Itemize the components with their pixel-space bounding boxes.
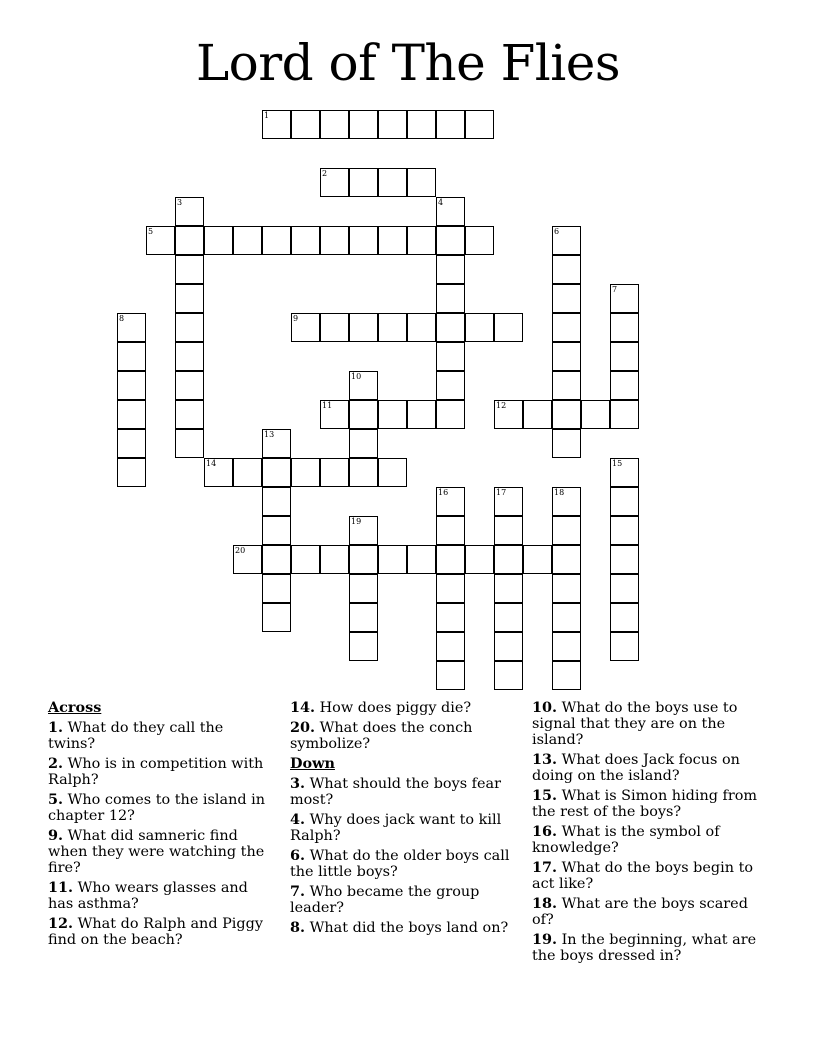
- grid-cell[interactable]: [494, 574, 523, 603]
- cell-number: 8: [119, 314, 125, 323]
- grid-cell[interactable]: [233, 226, 262, 255]
- grid-cell[interactable]: [349, 603, 378, 632]
- cell-number: 20: [235, 546, 246, 555]
- grid-cell[interactable]: [610, 632, 639, 661]
- grid-cell[interactable]: [436, 255, 465, 284]
- grid-cell[interactable]: [494, 545, 523, 574]
- clue-across-5: 5. Who comes to the island in chapter 12?: [48, 791, 266, 824]
- cell-number: 5: [148, 227, 154, 236]
- grid-cell[interactable]: [610, 574, 639, 603]
- grid-cell[interactable]: [610, 487, 639, 516]
- grid-cell[interactable]: [175, 371, 204, 400]
- cell-number: 11: [322, 401, 333, 410]
- grid-cell[interactable]: [552, 516, 581, 545]
- grid-cell[interactable]: [610, 284, 639, 313]
- grid-cell[interactable]: [233, 458, 262, 487]
- grid-cell[interactable]: [262, 574, 291, 603]
- grid-cell[interactable]: [465, 545, 494, 574]
- grid-cell[interactable]: [320, 313, 349, 342]
- grid-cell[interactable]: [117, 400, 146, 429]
- grid-cell[interactable]: [146, 226, 175, 255]
- clue-across-20: 20. What does the conch symbolize?: [290, 719, 473, 752]
- grid-cell[interactable]: [117, 371, 146, 400]
- grid-cell[interactable]: [436, 197, 465, 226]
- clue-down-16: 16. What is the symbol of knowledge?: [532, 823, 720, 856]
- clue-down-7: 7. Who became the group leader?: [290, 883, 480, 916]
- grid-cell[interactable]: [494, 313, 523, 342]
- grid-cell[interactable]: [465, 226, 494, 255]
- grid-cell[interactable]: [552, 400, 581, 429]
- cell-number: 3: [177, 198, 183, 207]
- cell-number: 1: [264, 111, 270, 120]
- grid-cell[interactable]: [320, 226, 349, 255]
- clue-down-10: 10. What do the boys use to signal that they are on the island?: [532, 699, 738, 748]
- grid-cell[interactable]: [320, 110, 349, 139]
- grid-cell[interactable]: [465, 313, 494, 342]
- grid-cell[interactable]: [262, 429, 291, 458]
- grid-cell[interactable]: [378, 458, 407, 487]
- grid-cell[interactable]: [407, 110, 436, 139]
- grid-cell[interactable]: [436, 342, 465, 371]
- grid-cell[interactable]: [552, 632, 581, 661]
- grid-cell[interactable]: [436, 284, 465, 313]
- grid-cell[interactable]: [610, 516, 639, 545]
- grid-cell[interactable]: [407, 313, 436, 342]
- grid-cell[interactable]: [610, 545, 639, 574]
- grid-cell[interactable]: [610, 342, 639, 371]
- clue-across-1: 1. What do they call the twins?: [48, 719, 224, 752]
- grid-cell[interactable]: [117, 458, 146, 487]
- cell-number: 2: [322, 169, 328, 178]
- grid-cell[interactable]: [291, 458, 320, 487]
- clue-down-8: 8. What did the boys land on?: [290, 919, 509, 936]
- clue-across-14: 14. How does piggy die?: [290, 699, 472, 716]
- clue-down-6: 6. What do the older boys call the little boys?: [290, 847, 510, 880]
- grid-cell[interactable]: [175, 284, 204, 313]
- grid-cell[interactable]: [349, 458, 378, 487]
- grid-cell[interactable]: [494, 603, 523, 632]
- grid-cell[interactable]: [552, 255, 581, 284]
- grid-cell[interactable]: [436, 400, 465, 429]
- grid-cell[interactable]: [262, 545, 291, 574]
- grid-cell[interactable]: [494, 516, 523, 545]
- grid-cell[interactable]: [320, 400, 349, 429]
- grid-cell[interactable]: [407, 400, 436, 429]
- grid-cell[interactable]: [262, 458, 291, 487]
- grid-cell[interactable]: [436, 632, 465, 661]
- cell-number: 19: [351, 517, 362, 526]
- grid-cell[interactable]: [349, 371, 378, 400]
- cell-number: 15: [612, 459, 623, 468]
- grid-cell[interactable]: [291, 226, 320, 255]
- grid-cell[interactable]: [349, 429, 378, 458]
- grid-cell[interactable]: [262, 487, 291, 516]
- grid-cell[interactable]: [436, 313, 465, 342]
- cell-number: 9: [293, 314, 299, 323]
- grid-cell[interactable]: [552, 487, 581, 516]
- grid-cell[interactable]: [407, 545, 436, 574]
- grid-cell[interactable]: [581, 400, 610, 429]
- grid-cell[interactable]: [378, 400, 407, 429]
- grid-cell[interactable]: [378, 226, 407, 255]
- grid-cell[interactable]: [436, 110, 465, 139]
- grid-cell[interactable]: [175, 226, 204, 255]
- grid-cell[interactable]: [175, 197, 204, 226]
- grid-cell[interactable]: [349, 313, 378, 342]
- grid-cell[interactable]: [291, 110, 320, 139]
- clue-down-15: 15. What is Simon hiding from the rest of the boys?: [532, 787, 758, 820]
- grid-cell[interactable]: [349, 574, 378, 603]
- grid-cell[interactable]: [436, 574, 465, 603]
- clues-column-1: [48, 700, 273, 952]
- puzzle-title: Lord of The Flies: [195, 34, 621, 92]
- grid-cell[interactable]: [378, 168, 407, 197]
- grid-cell[interactable]: [262, 516, 291, 545]
- clue-across-12: 12. What do Ralph and Piggy find on the beach?: [48, 915, 263, 948]
- cell-number: 12: [496, 401, 507, 410]
- grid-cell[interactable]: [610, 458, 639, 487]
- grid-cell[interactable]: [552, 342, 581, 371]
- grid-cell[interactable]: [610, 371, 639, 400]
- clue-across-11: 11. Who wears glasses and has asthma?: [48, 879, 248, 912]
- clue-across-9: 9. What did samneric find when they were watching the fire?: [48, 827, 265, 876]
- clues-column-2: [290, 700, 515, 940]
- grid-cell[interactable]: [291, 313, 320, 342]
- grid-cell[interactable]: [552, 574, 581, 603]
- clue-down-17: 17. What do the boys begin to act like?: [532, 859, 754, 892]
- clue-down-18: 18. What are the boys scared of?: [532, 895, 748, 928]
- grid-cell[interactable]: [552, 284, 581, 313]
- grid-cell[interactable]: [175, 342, 204, 371]
- grid-cell[interactable]: [349, 226, 378, 255]
- grid-cell[interactable]: [407, 168, 436, 197]
- cell-number: 10: [351, 372, 362, 381]
- clue-down-19: 19. In the beginning, what are the boys dressed in?: [532, 931, 757, 964]
- grid-cell[interactable]: [436, 226, 465, 255]
- grid-cell[interactable]: [378, 313, 407, 342]
- clue-across-2: 2. Who is in competition with Ralph?: [48, 755, 264, 788]
- grid-cell[interactable]: [204, 226, 233, 255]
- grid-cell[interactable]: [552, 313, 581, 342]
- grid-cell[interactable]: [610, 400, 639, 429]
- cell-number: 16: [438, 488, 449, 497]
- grid-cell[interactable]: [349, 545, 378, 574]
- clue-down-13: 13. What does Jack focus on doing on the island?: [532, 751, 740, 784]
- grid-cell[interactable]: [494, 632, 523, 661]
- grid-cell[interactable]: [552, 661, 581, 690]
- grid-cell[interactable]: [610, 603, 639, 632]
- cell-number: 4: [438, 198, 444, 207]
- grid-cell[interactable]: [291, 545, 320, 574]
- grid-cell[interactable]: [262, 110, 291, 139]
- cell-number: 6: [554, 227, 560, 236]
- grid-cell[interactable]: [320, 168, 349, 197]
- grid-cell[interactable]: [233, 545, 262, 574]
- grid-cell[interactable]: [552, 603, 581, 632]
- grid-cell[interactable]: [436, 487, 465, 516]
- grid-cell[interactable]: [494, 400, 523, 429]
- grid-cell[interactable]: [552, 371, 581, 400]
- grid-cell[interactable]: [320, 458, 349, 487]
- grid-cell[interactable]: [117, 429, 146, 458]
- grid-cell[interactable]: [552, 545, 581, 574]
- grid-cell[interactable]: [523, 545, 552, 574]
- clue-down-4: 4. Why does jack want to kill Ralph?: [290, 811, 502, 844]
- grid-cell[interactable]: [523, 400, 552, 429]
- grid-cell[interactable]: [436, 516, 465, 545]
- grid-cell[interactable]: [175, 429, 204, 458]
- cell-number: 14: [206, 459, 217, 468]
- grid-cell[interactable]: [204, 458, 233, 487]
- grid-cell[interactable]: [117, 342, 146, 371]
- cell-number: 13: [264, 430, 275, 439]
- across-header: Across: [48, 699, 102, 716]
- cell-number: 7: [612, 285, 618, 294]
- grid-cell[interactable]: [552, 226, 581, 255]
- grid-cell[interactable]: [320, 545, 349, 574]
- grid-cell[interactable]: [117, 313, 146, 342]
- grid-cell[interactable]: [378, 545, 407, 574]
- cell-number: 18: [554, 488, 565, 497]
- grid-cell[interactable]: [436, 371, 465, 400]
- grid-cell[interactable]: [494, 487, 523, 516]
- clues-column-3: [532, 700, 762, 968]
- grid-cell[interactable]: [407, 226, 436, 255]
- cell-number: 17: [496, 488, 507, 497]
- grid-cell[interactable]: [175, 255, 204, 284]
- grid-cell[interactable]: [349, 168, 378, 197]
- grid-cell[interactable]: [436, 603, 465, 632]
- grid-cell[interactable]: [494, 661, 523, 690]
- down-header: Down: [290, 755, 335, 772]
- grid-cell[interactable]: [552, 429, 581, 458]
- grid-cell[interactable]: [175, 400, 204, 429]
- clue-down-3: 3. What should the boys fear most?: [290, 775, 501, 808]
- grid-cell[interactable]: [436, 545, 465, 574]
- grid-cell[interactable]: [262, 226, 291, 255]
- grid-cell[interactable]: [175, 313, 204, 342]
- grid-cell[interactable]: [349, 516, 378, 545]
- grid-cell[interactable]: [436, 661, 465, 690]
- grid-cell[interactable]: [610, 313, 639, 342]
- grid-cell[interactable]: [349, 110, 378, 139]
- grid-cell[interactable]: [349, 632, 378, 661]
- grid-cell[interactable]: [349, 400, 378, 429]
- grid-cell[interactable]: [378, 110, 407, 139]
- grid-cell[interactable]: [262, 603, 291, 632]
- grid-cell[interactable]: [465, 110, 494, 139]
